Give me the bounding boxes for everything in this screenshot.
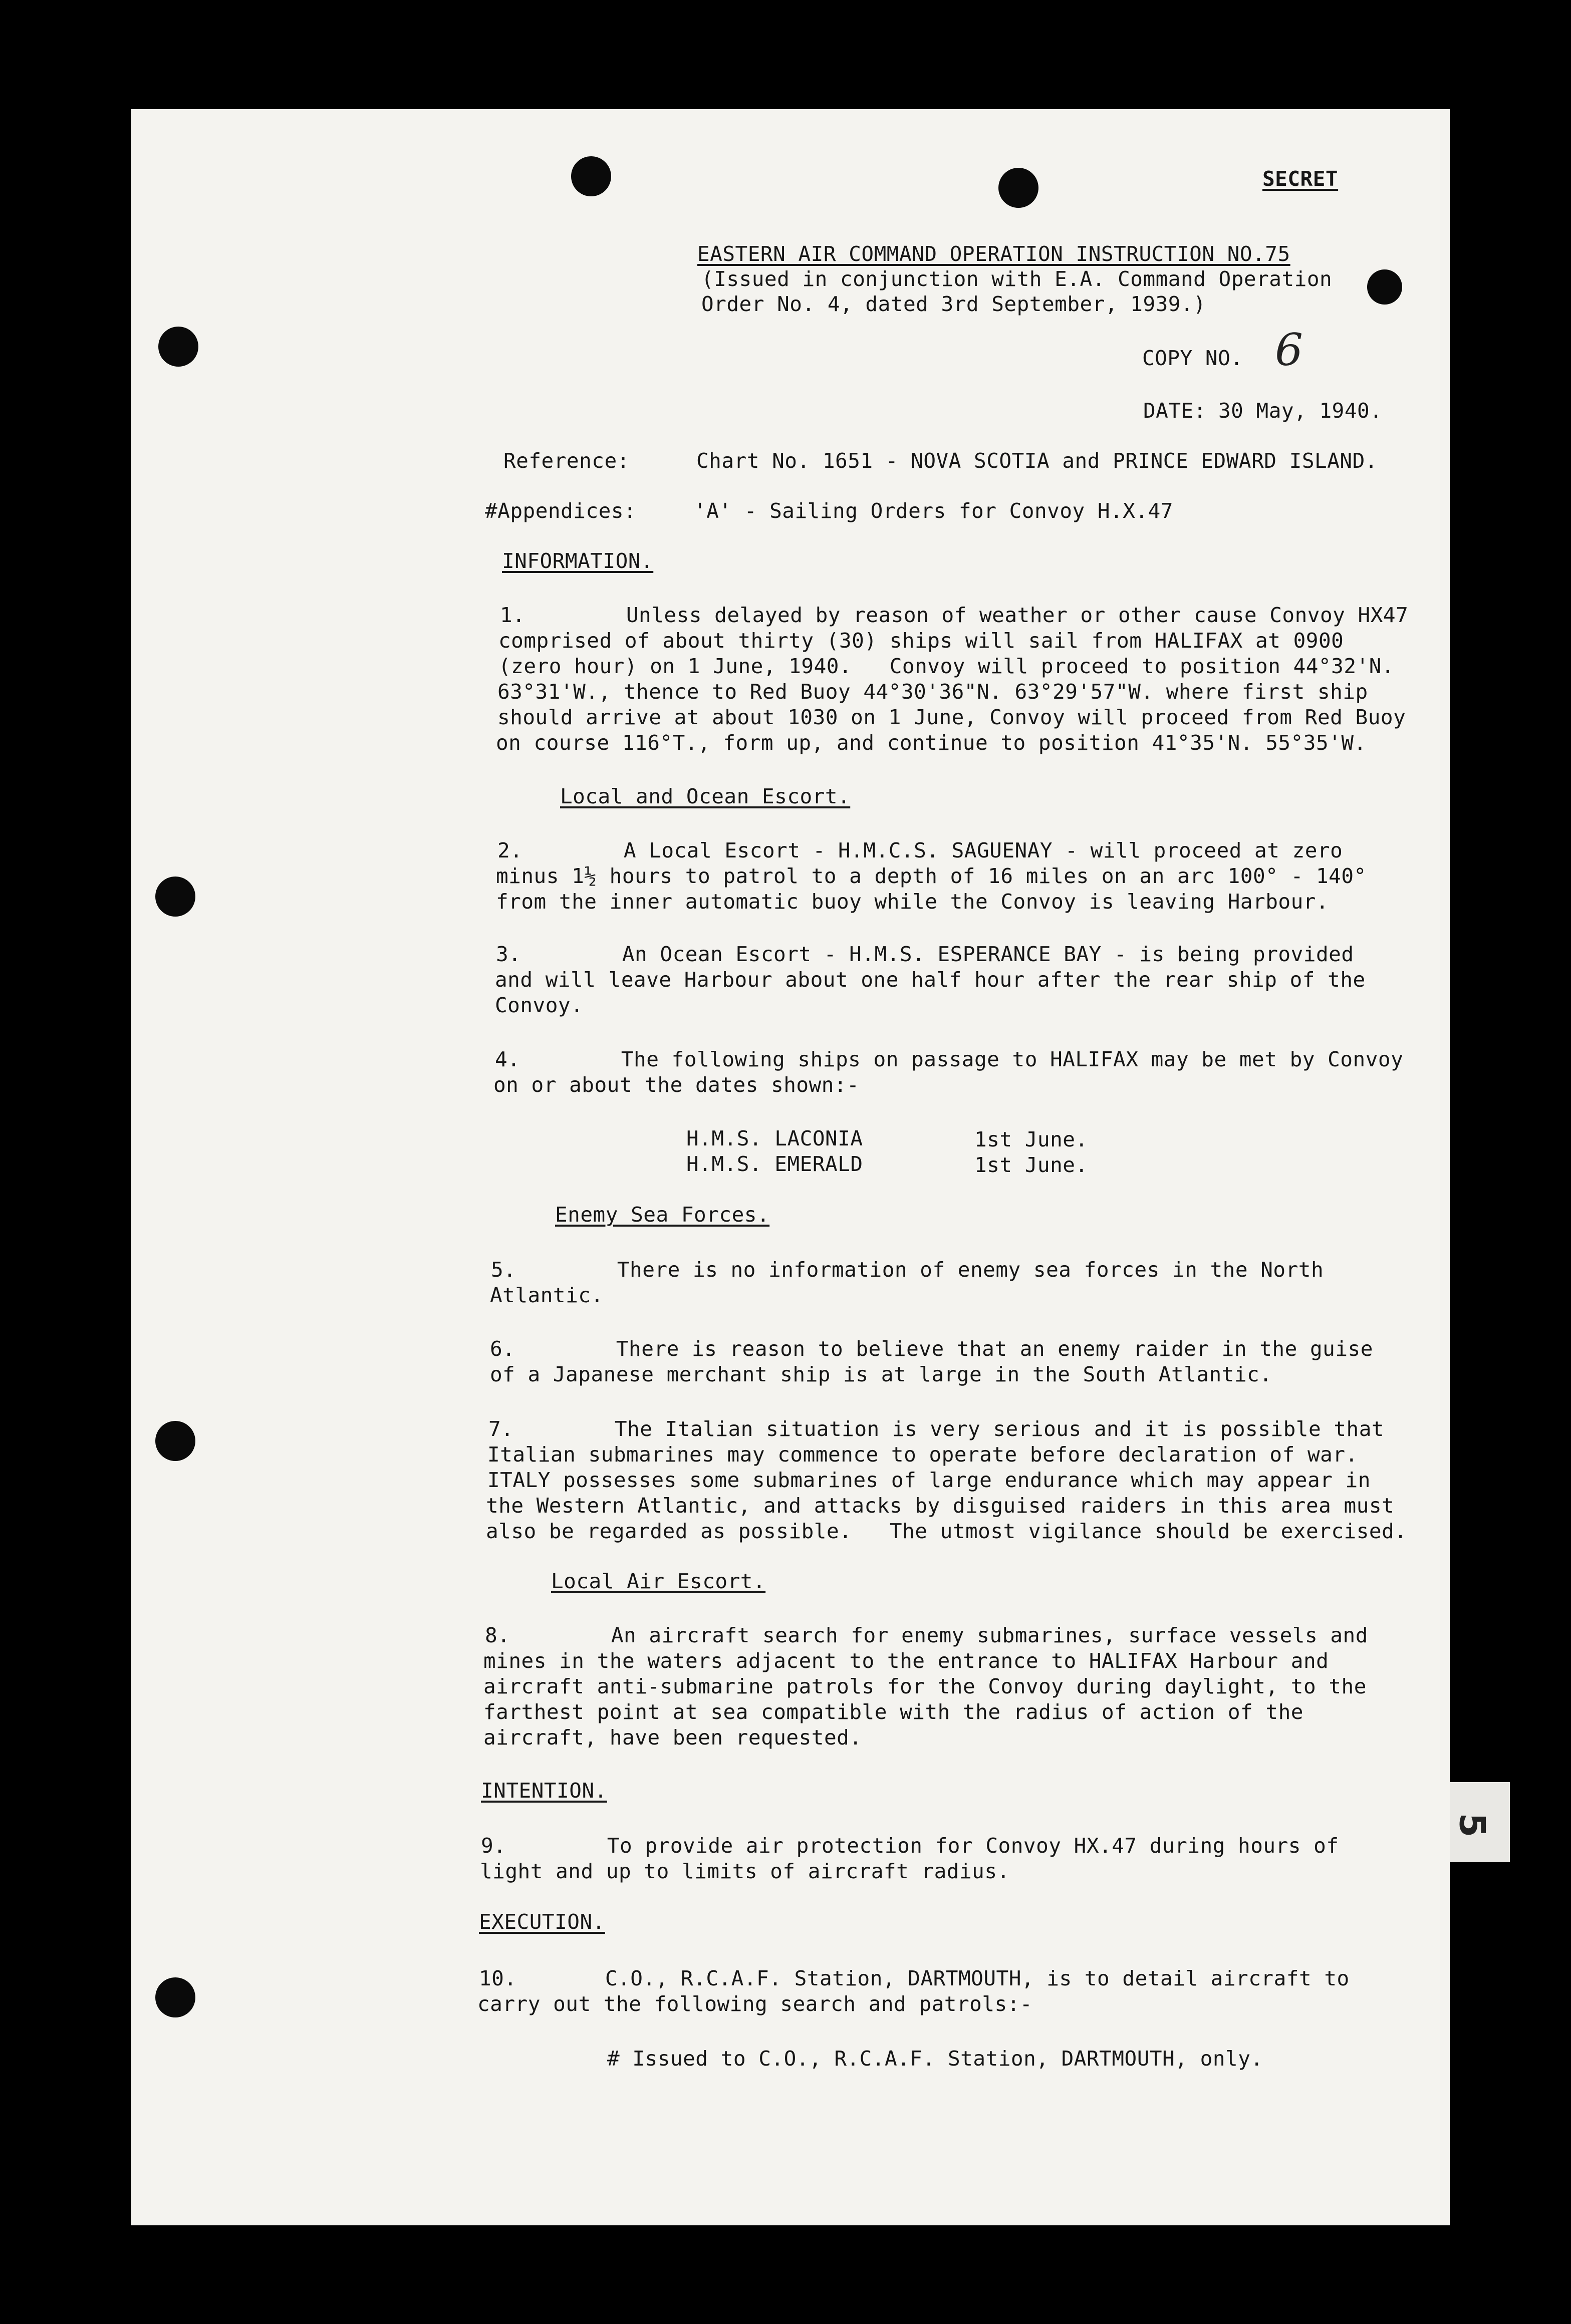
paragraph-line: on or about the dates shown:-: [493, 1073, 860, 1097]
ship-name: H.M.S. LACONIA: [686, 1126, 863, 1150]
document-title: EASTERN AIR COMMAND OPERATION INSTRUCTION NO.75: [697, 242, 1290, 266]
paragraph-line: the Western Atlantic, and attacks by disguised raiders in this area must: [486, 1494, 1395, 1518]
punch-hole: [1367, 269, 1402, 305]
paragraph-line: 9. To provide air protection for Convoy HX.47 during hours of: [481, 1834, 1339, 1858]
punch-hole: [155, 1421, 195, 1461]
paragraph-line: Convoy.: [495, 993, 584, 1017]
heading-local-ocean-escort: Local and Ocean Escort.: [560, 784, 851, 808]
ship-name: H.M.S. EMERALD: [686, 1152, 863, 1176]
heading-local-air-escort: Local Air Escort.: [551, 1569, 766, 1593]
paragraph-line: 2. A Local Escort - H.M.C.S. SAGUENAY - will proceed at zero: [497, 838, 1343, 862]
punch-hole: [158, 327, 198, 367]
paragraph-line: also be regarded as possible. The utmost vigilance should be exercised.: [486, 1519, 1407, 1543]
punch-hole: [998, 168, 1038, 208]
paragraph-line: should arrive at about 1030 on 1 June, Convoy will proceed from Red Buoy: [497, 705, 1406, 729]
classification-label: SECRET: [1262, 167, 1339, 191]
heading-intention: INTENTION.: [481, 1779, 607, 1803]
paragraph-line: ITALY possesses some submarines of large endurance which may appear in: [487, 1468, 1371, 1492]
appendices-value: 'A' - Sailing Orders for Convoy H.X.47: [694, 499, 1173, 523]
paragraph-line: carry out the following search and patrols:-: [477, 1992, 1033, 2016]
paragraph-line: from the inner automatic buoy while the Convoy is leaving Harbour.: [496, 890, 1329, 914]
copy-number-label: COPY NO.: [1142, 346, 1243, 370]
reference-value: Chart No. 1651 - NOVA SCOTIA and PRINCE EDWARD ISLAND.: [696, 449, 1378, 473]
ship-date: 1st June.: [974, 1127, 1088, 1151]
punch-hole: [155, 877, 195, 917]
page-number: 5: [1451, 1813, 1493, 1838]
page-number-tab: [1450, 1782, 1510, 1862]
paragraph-line: aircraft, have been requested.: [483, 1725, 862, 1750]
paragraph-line: Italian submarines may commence to operate before declaration of war.: [487, 1442, 1358, 1467]
issued-note-line-2: Order No. 4, dated 3rd September, 1939.): [701, 292, 1206, 316]
paragraph-line: comprised of about thirty (30) ships will sail from HALIFAX at 0900: [498, 629, 1344, 653]
paragraph-line: 6. There is reason to believe that an enemy raider in the guise: [490, 1337, 1373, 1361]
paragraph-line: minus 1½ hours to patrol to a depth of 16 miles on an arc 100° - 140°: [496, 864, 1367, 888]
punch-hole: [155, 1977, 195, 2017]
paragraph-line: 3. An Ocean Escort - H.M.S. ESPERANCE BAY - is being provided: [496, 942, 1354, 966]
paragraph-line: 10. C.O., R.C.A.F. Station, DARTMOUTH, is to detail aircraft to: [479, 1966, 1350, 1990]
paragraph-line: and will leave Harbour about one half hour after the rear ship of the: [495, 968, 1366, 992]
paragraph-line: aircraft anti-submarine patrols for the Convoy during daylight, to the: [483, 1674, 1367, 1698]
heading-enemy-sea-forces: Enemy Sea Forces.: [555, 1203, 770, 1227]
reference-label: Reference:: [503, 449, 630, 473]
date-value: 30 May, 1940.: [1218, 399, 1383, 423]
paragraph-line: 7. The Italian situation is very serious and it is possible that: [488, 1417, 1385, 1441]
paragraph-line: Atlantic.: [490, 1283, 604, 1307]
paragraph-line: 8. An aircraft search for enemy submarines, surface vessels and: [485, 1623, 1368, 1647]
paragraph-line: (zero hour) on 1 June, 1940. Convoy will proceed to position 44°32'N.: [498, 654, 1395, 678]
ship-date: 1st June.: [974, 1153, 1088, 1177]
paragraph-line: light and up to limits of aircraft radius.: [480, 1859, 1010, 1883]
paragraph-line: farthest point at sea compatible with the radius of action of the: [483, 1700, 1303, 1724]
paragraph-line: 4. The following ships on passage to HALIFAX may be met by Convoy: [495, 1047, 1404, 1071]
issued-note-line-1: (Issued in conjunction with E.A. Command Operation: [701, 267, 1333, 291]
punch-hole: [571, 156, 611, 196]
heading-execution: EXECUTION.: [479, 1910, 605, 1934]
paragraph-line: 63°31'W., thence to Red Buoy 44°30'36"N. 63°29'57"W. where first ship: [497, 680, 1368, 704]
paragraph-line: 1. Unless delayed by reason of weather or other cause Convoy HX47: [500, 603, 1409, 627]
paragraph-line: on course 116°T., form up, and continue to position 41°35'N. 55°35'W.: [496, 731, 1367, 755]
date-label: DATE:: [1143, 399, 1206, 423]
paragraph-line: of a Japanese merchant ship is at large in the South Atlantic.: [490, 1362, 1272, 1386]
heading-information: INFORMATION.: [502, 549, 654, 573]
paragraph-line: 5. There is no information of enemy sea forces in the North: [491, 1258, 1324, 1282]
copy-number-value: 6: [1275, 324, 1303, 376]
footnote: # Issued to C.O., R.C.A.F. Station, DARTMOUTH, only.: [607, 2047, 1263, 2071]
paragraph-line: mines in the waters adjacent to the entrance to HALIFAX Harbour and: [483, 1649, 1329, 1673]
appendices-label: #Appendices:: [485, 499, 637, 523]
